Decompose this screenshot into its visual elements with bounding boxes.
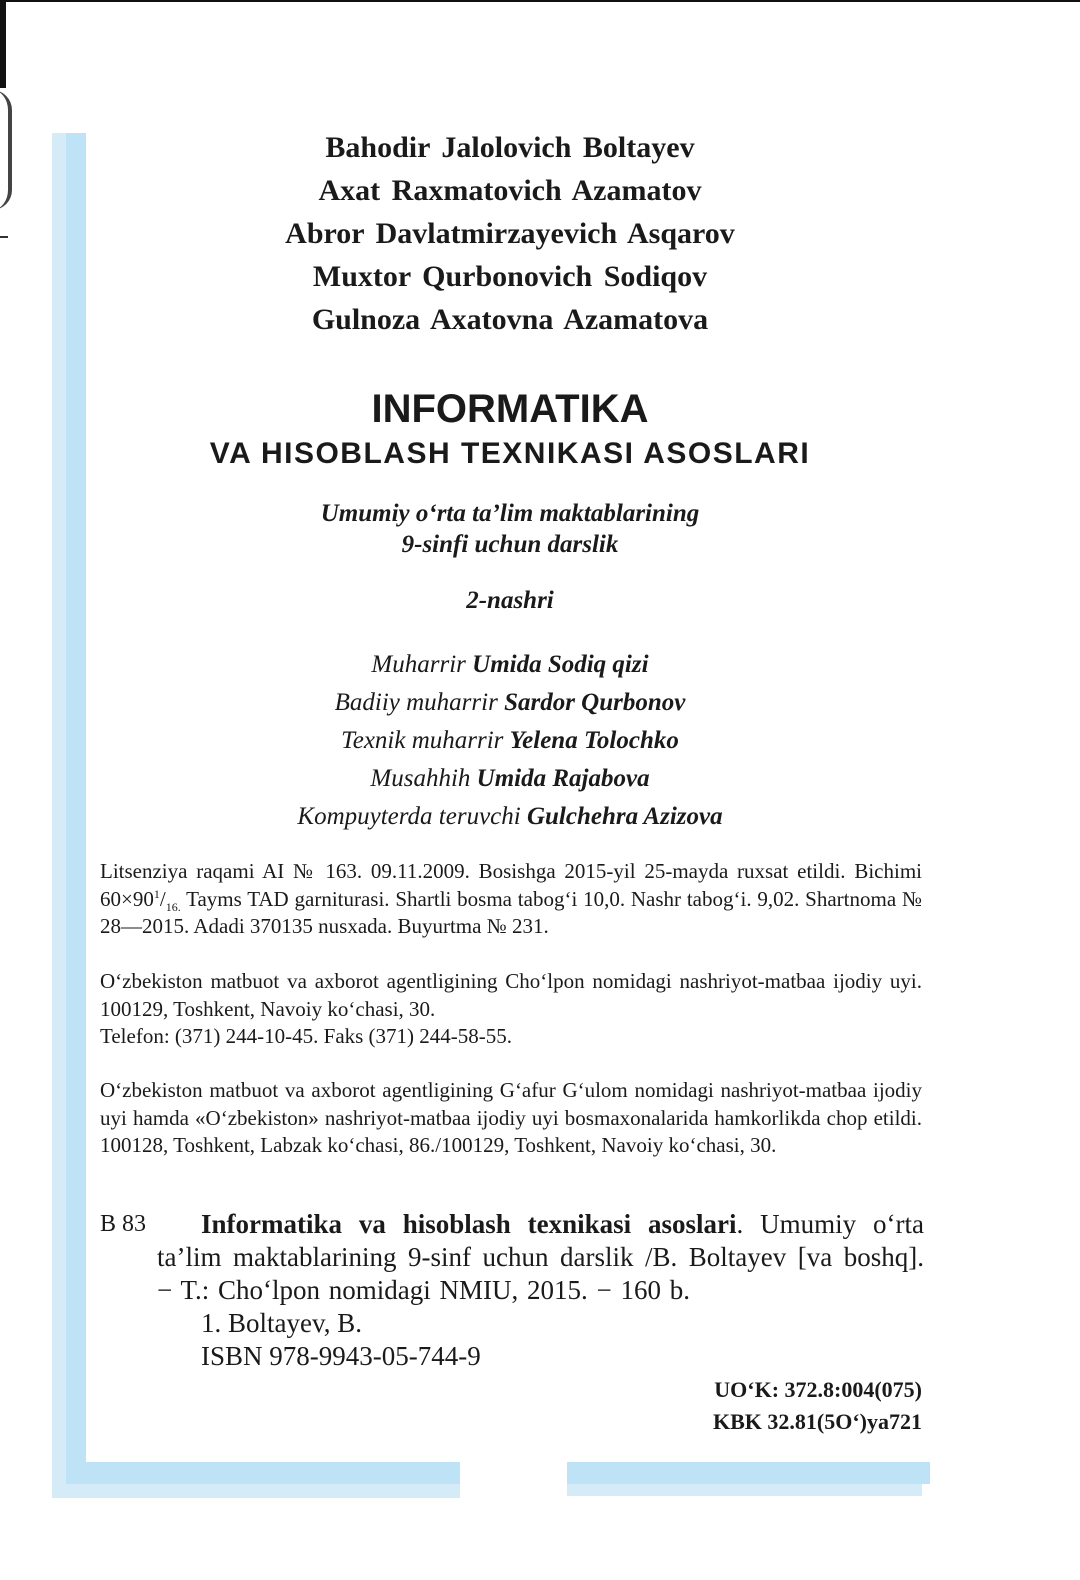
page-edge-tick	[0, 236, 8, 238]
format-slash: /	[159, 886, 166, 911]
page-edge-curve	[0, 90, 12, 210]
publisher-address: O‘zbekiston matbuot va axborot agentligining Cho‘lpon nomidagi nashriyot-matbaa ijodiy uyi. 100129, Toshkent, Navoiy ko‘chasi, 30.	[100, 969, 922, 1021]
format-prefix: Bichimi 60×90	[100, 859, 922, 911]
edition-label: 2-nashri	[466, 587, 554, 614]
catalog-title: Informatika va hisoblash texnikasi asoslari	[201, 1209, 737, 1239]
author-name: Bahodir Jalolovich Boltayev	[325, 131, 695, 164]
bbk-code: KBK 32.81(5O‘)ya721	[713, 1409, 922, 1434]
credit-person: Sardor Qurbonov	[504, 689, 686, 716]
format-sup: 1	[153, 886, 160, 901]
book-description-line: 9-sinfi uchun darslik	[401, 531, 619, 558]
editorial-credits	[100, 646, 920, 836]
author-name: Gulnoza Axatovna Azamatova	[311, 303, 709, 336]
author-name: Axat Raxmatovich Azamatov	[318, 174, 702, 207]
author-list	[100, 126, 920, 341]
credit-line	[100, 646, 920, 684]
decorative-frame-bottom-right-shadow	[567, 1484, 922, 1496]
book-title: INFORMATIKA	[371, 387, 649, 431]
book-subtitle-title: VA HISOBLASH TEXNIKASI ASOSLARI	[209, 437, 811, 470]
udc-code: UO‘K: 372.8:004(075)	[714, 1377, 922, 1402]
credit-role: Texnik muharrir	[341, 727, 504, 754]
license-paragraph	[100, 858, 922, 941]
catalog-record	[100, 1208, 924, 1373]
author-name: Muxtor Qurbonovich Sodiqov	[312, 260, 708, 293]
credit-person: Yelena Tolochko	[509, 727, 679, 754]
page-edge-top	[0, 0, 1080, 2]
printer-paragraph: O‘zbekiston matbuot va axborot agentligining G‘afur G‘ulom nomidagi nashriyot-matbaa ijodiy uyi hamda «O‘zbekiston» nashriyot-matbaa ijodiy uyi bosmaxonalarida hamkorlikda chop etildi. 100128, Toshkent, Labzak ko‘chasi, 86./100129, Toshkent, Navoiy ko‘chasi, 30.	[100, 1078, 922, 1157]
credit-person: Umida Rajabova	[476, 765, 650, 792]
format-details: Tayms TAD garniturasi. Shartli bosma tabog‘i 10,0. Nashr tabog‘i. 9,02. Shartnoma № 28—2015. Adadi 370135 nusxada. Buyurtma № 231.	[100, 886, 922, 938]
license-line: Litsenziya raqami AI № 163. 09.11.2009. Bosishga 2015-yil 25-mayda ruxsat etildi.	[100, 859, 846, 883]
decorative-frame-left-outer	[52, 133, 66, 1498]
decorative-frame-left-inner	[66, 133, 86, 1468]
credit-person: Umida Sodiq qizi	[472, 651, 649, 678]
credit-role: Kompuyterda teruvchi	[297, 803, 521, 830]
format-sub: 16.	[165, 899, 181, 914]
classification-codes	[600, 1374, 922, 1438]
book-description-line: Umumiy o‘rta ta’lim maktablarining	[320, 500, 700, 527]
author-name: Abror Davlatmirzayevich Asqarov	[285, 217, 735, 250]
publisher-paragraph	[100, 968, 922, 1051]
catalog-entry: 1. Boltayev, B.	[201, 1308, 362, 1338]
decorative-frame-bottom-right	[567, 1462, 930, 1484]
decorative-frame-bottom-left	[66, 1462, 460, 1484]
catalog-main-entry	[100, 1208, 924, 1307]
credit-line	[100, 722, 920, 760]
credit-line	[100, 760, 920, 798]
book-description	[100, 498, 920, 560]
publisher-phone: Telefon: (371) 244-10-45. Faks (371) 244-58-55.	[100, 1024, 513, 1048]
page-edge-left	[0, 0, 6, 88]
credit-line	[100, 798, 920, 836]
catalog-reference	[157, 1208, 924, 1307]
credit-role: Muharrir	[371, 651, 466, 678]
credit-role: Musahhih	[370, 765, 471, 792]
decorative-frame-bottom-left-shadow	[52, 1484, 460, 1498]
credit-person: Gulchehra Azizova	[526, 803, 723, 830]
credit-role: Badiiy muharrir	[334, 689, 498, 716]
credit-line	[100, 684, 920, 722]
catalog-description: . Umumiy o‘rta ta’lim maktablarining 9-sinf uchun darslik /B. Boltayev [va boshq]. − T.: Cho‘lpon nomidagi NMIU, 2015. − 160 b.	[157, 1209, 924, 1305]
catalog-code: B 83	[100, 1211, 147, 1237]
catalog-isbn: ISBN 978-9943-05-744-9	[201, 1341, 481, 1371]
